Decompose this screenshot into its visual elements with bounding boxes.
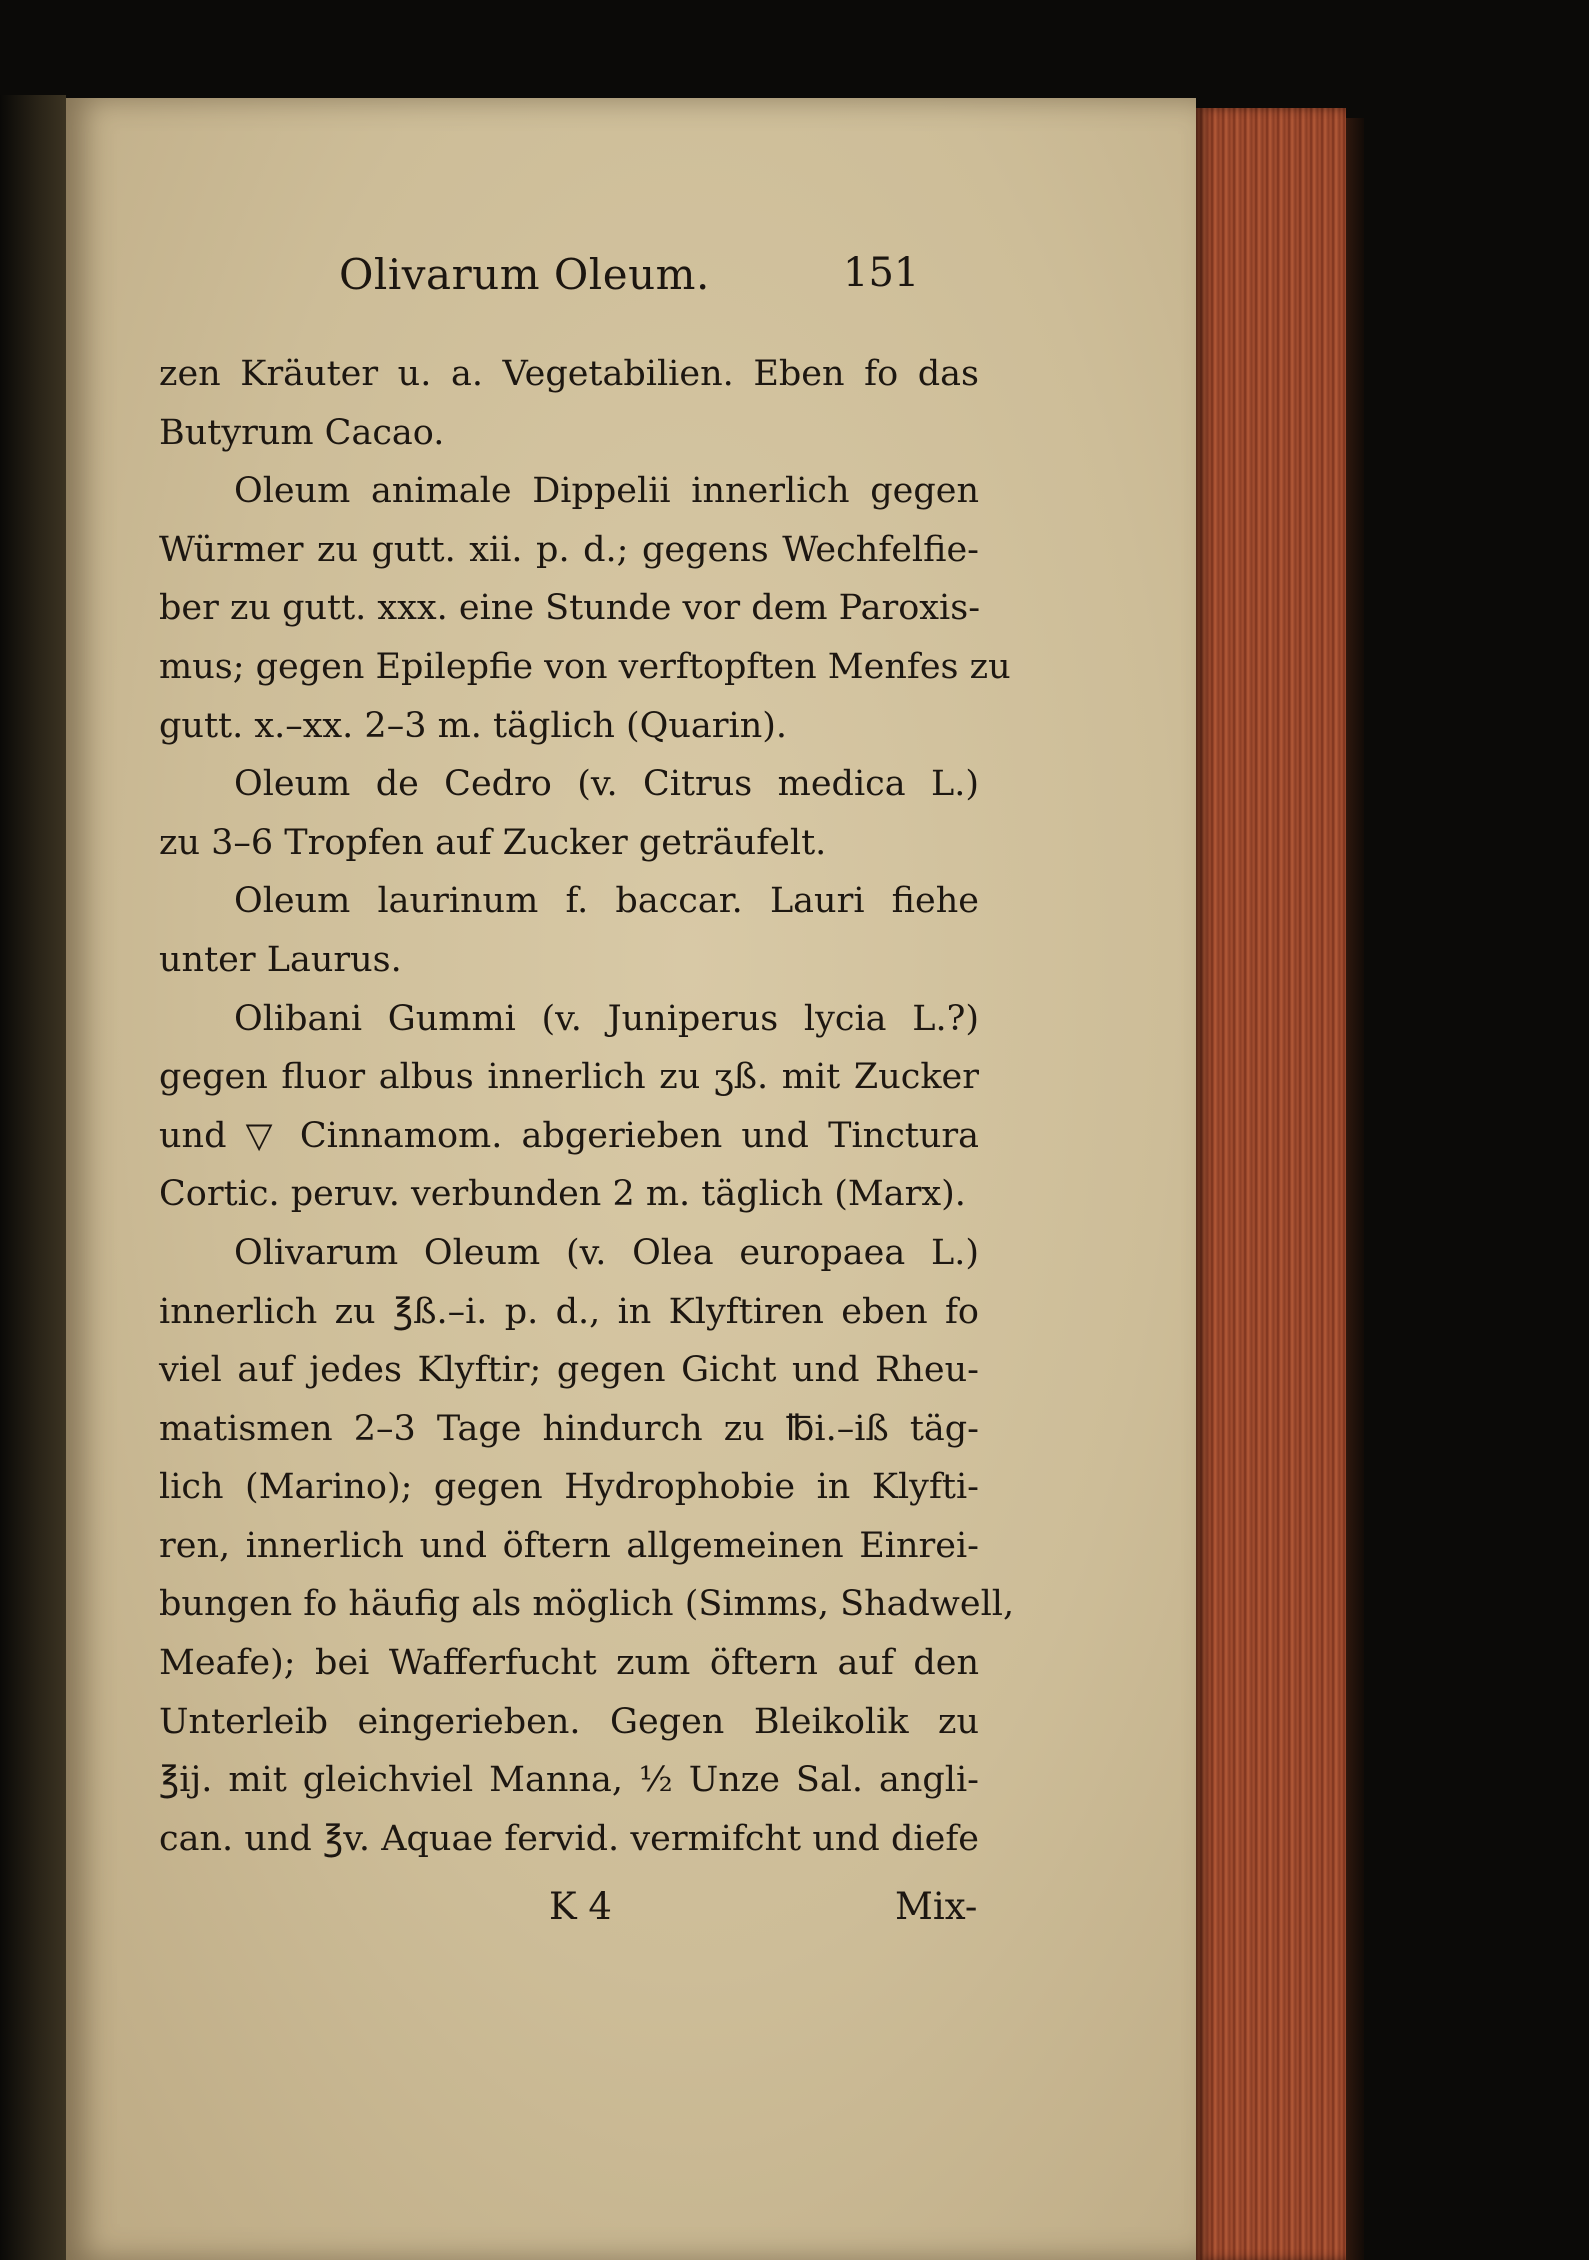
text-line: innerlich zu ℥ß.–i. p. d., in Klyftiren eben fo [159,1291,979,1332]
text-line: Olibani Gummi (v. Juniperus lycia L.?) [234,998,979,1039]
text-line: Meafe); bei Wafferfucht zum öftern auf den [159,1643,979,1684]
text-line: can. und ℥v. Aquae fervid. vermifcht und diefe [159,1818,979,1859]
running-head: Olivarum Oleum. [339,250,710,299]
text-line: ℥ij. mit gleichviel Manna, ½ Unze Sal. angli- [159,1760,979,1801]
text-line: Oleum de Cedro (v. Citrus medica L.) [234,764,979,805]
text-line: ber zu gutt. xxx. eine Stunde vor dem Paroxis- [159,588,981,629]
text-line: und ▽ Cinnamom. abgerieben und Tinctura [159,1115,979,1156]
text-line: matismen 2–3 Tage hindurch zu ℔i.–iß täg- [159,1408,979,1449]
signature-mark: K 4 [549,1885,612,1928]
text-line: lich (Marino); gegen Hydrophobie in Klyfti- [159,1467,979,1508]
text-line: Butyrum Cacao. [159,412,445,453]
text-line: Cortic. peruv. verbunden 2 m. täglich (Marx). [159,1174,966,1215]
text-line: Oleum laurinum f. baccar. Lauri fiehe [234,881,979,922]
text-line: viel auf jedes Klyftir; gegen Gicht und Rheu- [159,1350,979,1391]
page-footer [0,1885,1589,1945]
text-line: unter Laurus. [159,939,402,980]
text-line: gutt. x.–xx. 2–3 m. täglich (Quarin). [159,705,788,746]
page-header [0,250,1589,310]
text-line: Olivarum Oleum (v. Olea europaea L.) [234,1232,979,1273]
body-text [159,345,1015,1868]
text-line: Oleum animale Dippelii innerlich gegen [234,471,979,512]
text-line: bungen fo häufig als möglich (Simms, Shadwell, [159,1584,1015,1625]
text-line: mus; gegen Epilepfie von verftopften Menfes zu [159,646,1011,687]
text-line: zen Kräuter u. a. Vegetabilien. Eben fo das [159,354,979,394]
text-line: Würmer zu gutt. xii. p. d.; gegens Wechfelfie- [159,529,979,570]
page-number: 151 [843,250,920,296]
text-line: gegen fluor albus innerlich zu ʒß. mit Zucker [159,1057,979,1098]
text-line: ren, innerlich und öftern allgemeinen Einrei- [159,1525,979,1566]
catchword: Mix- [895,1885,978,1928]
text-line: Unterleib eingerieben. Gegen Bleikolik zu [159,1701,979,1742]
text-line: zu 3–6 Tropfen auf Zucker geträufelt. [159,822,827,863]
